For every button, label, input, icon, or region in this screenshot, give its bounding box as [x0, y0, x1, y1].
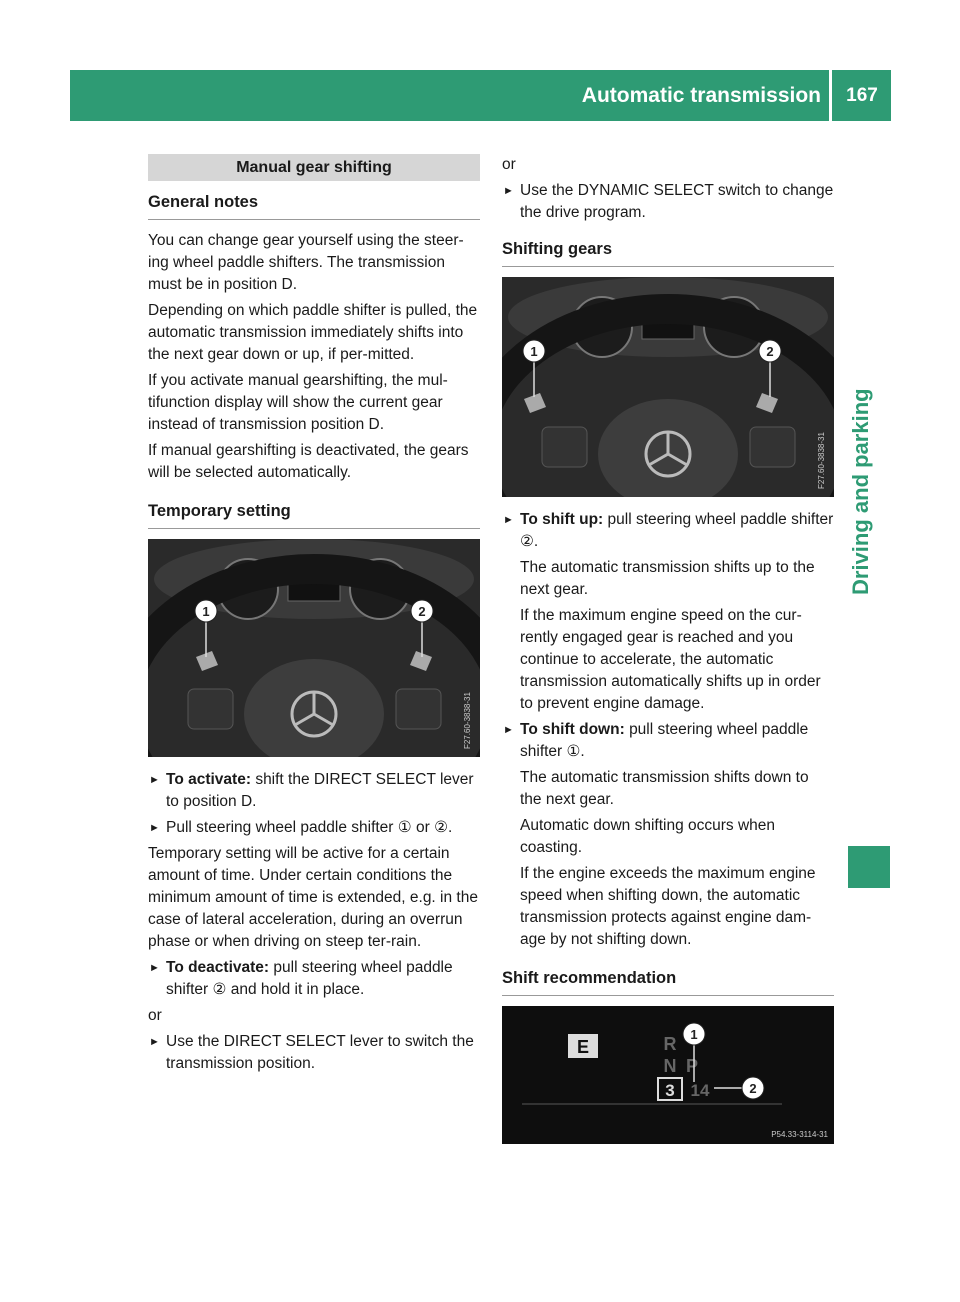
figure-code: F27.60-3838-31 — [463, 692, 472, 749]
steering-wheel-figure — [148, 539, 480, 757]
arrow-icon: ► — [503, 724, 514, 736]
callout-two-label: 2 — [418, 604, 426, 619]
step-text: pull steering wheel paddle shifter ② and hold it in place. — [166, 959, 453, 998]
arrow-icon: ► — [503, 185, 514, 197]
arrow-icon: ► — [149, 774, 160, 786]
header-title: Automatic transmission — [581, 84, 821, 107]
steering-wheel-figure-2 — [502, 277, 834, 497]
display-e: E — [576, 1037, 590, 1057]
heading-shift-recommendation: Shift recommendation — [502, 967, 834, 996]
step-dynamic-select — [502, 180, 834, 224]
arrow-icon: ► — [149, 962, 160, 974]
callout-two-label: 2 — [766, 344, 774, 359]
step-label: To shift up: — [520, 511, 604, 528]
display-figure — [502, 1006, 834, 1144]
chapter-label: Driving and parking — [848, 388, 873, 596]
left-column — [148, 154, 480, 1079]
step-direct-select — [148, 1031, 480, 1075]
heading-general-notes: General notes — [148, 191, 480, 220]
step-shift-up — [502, 509, 834, 553]
paragraph: If manual gearshifting is deactivated, the gears will be selected automatically. — [148, 442, 469, 481]
step-text: pull steering wheel paddle shifter ②. — [520, 511, 834, 550]
steering-wheel-illustration — [502, 277, 834, 497]
step-label: To activate: — [166, 771, 251, 788]
step-pull-paddle — [148, 817, 480, 839]
figure-code: F27.60-3838-31 — [817, 432, 826, 489]
display-recommend: 14 — [690, 1081, 710, 1100]
paragraph: Depending on which paddle shifter is pulled, the automatic transmission immediately shifts into the next gear down or up, if per-mitted. — [148, 302, 478, 363]
step-shift-down — [502, 719, 834, 763]
steering-wheel-illustration — [148, 539, 480, 757]
paragraph: You can change gear yourself using the steer-ing wheel paddle shifters. The transmission must be in position D. — [148, 232, 464, 293]
step-text: pull steering wheel paddle shifter ①. — [520, 721, 809, 760]
step-detail: The automatic transmission shifts down to the next gear. — [520, 769, 809, 808]
gear-display-illustration — [502, 1006, 834, 1144]
callout-one-label: 1 — [530, 344, 538, 359]
step-label: To deactivate: — [166, 959, 270, 976]
step-text: Pull steering wheel paddle shifter ① or ②. — [166, 819, 453, 836]
display-n: N — [663, 1056, 677, 1076]
display-r: R — [663, 1034, 677, 1054]
step-detail: If the maximum engine speed on the cur-rently engaged gear is reached and you continue to accelerate, the automatic transmission automatically shifts up in order to prevent engine damage. — [520, 607, 821, 712]
page-number: 167 — [846, 85, 878, 106]
step-detail: Automatic down shifting occurs when coasting. — [520, 817, 776, 856]
right-column — [502, 154, 834, 1156]
step-text: Use the DIRECT SELECT lever to switch the transmission position. — [166, 1033, 474, 1072]
page-header — [70, 70, 891, 121]
display-p: P — [685, 1056, 699, 1076]
arrow-icon: ► — [149, 1036, 160, 1048]
callout-one-label: 1 — [690, 1027, 698, 1042]
step-text: Use the DYNAMIC SELECT switch to change the drive program. — [520, 182, 834, 221]
chapter-tab — [848, 846, 890, 888]
heading-shifting-gears: Shifting gears — [502, 238, 834, 267]
arrow-icon: ► — [149, 822, 160, 834]
paragraph: Temporary setting will be active for a certain amount of time. Under certain conditions the minimum amount of time is extended, e.g. in the case of lateral acceleration, during an overrun phase or when driving on steep ter-rain. — [148, 845, 478, 950]
step-detail: If the engine exceeds the maximum engine speed when shifting down, the automatic transmission protects against engine dam-age by not shifting down. — [520, 865, 816, 948]
display-gear: 3 — [665, 1081, 675, 1100]
or-text: or — [148, 1007, 162, 1024]
figure-code: P54.33-3114-31 — [771, 1130, 828, 1139]
step-activate — [148, 769, 480, 813]
heading-temporary-setting: Temporary setting — [148, 500, 480, 529]
or-text: or — [502, 156, 516, 173]
step-detail: The automatic transmission shifts up to the next gear. — [520, 559, 815, 598]
arrow-icon: ► — [503, 514, 514, 526]
paragraph: If you activate manual gearshifting, the mul-tifunction display will show the current gear instead of transmission position D. — [148, 372, 448, 433]
step-deactivate — [148, 957, 480, 1001]
section-title: Manual gear shifting — [148, 154, 480, 181]
header-separator — [829, 70, 832, 121]
callout-one-label: 1 — [202, 604, 210, 619]
step-text: shift the DIRECT SELECT lever to position D. — [166, 771, 474, 810]
chapter-sidebar — [848, 122, 890, 872]
step-label: To shift down: — [520, 721, 625, 738]
callout-two-label: 2 — [749, 1081, 757, 1096]
